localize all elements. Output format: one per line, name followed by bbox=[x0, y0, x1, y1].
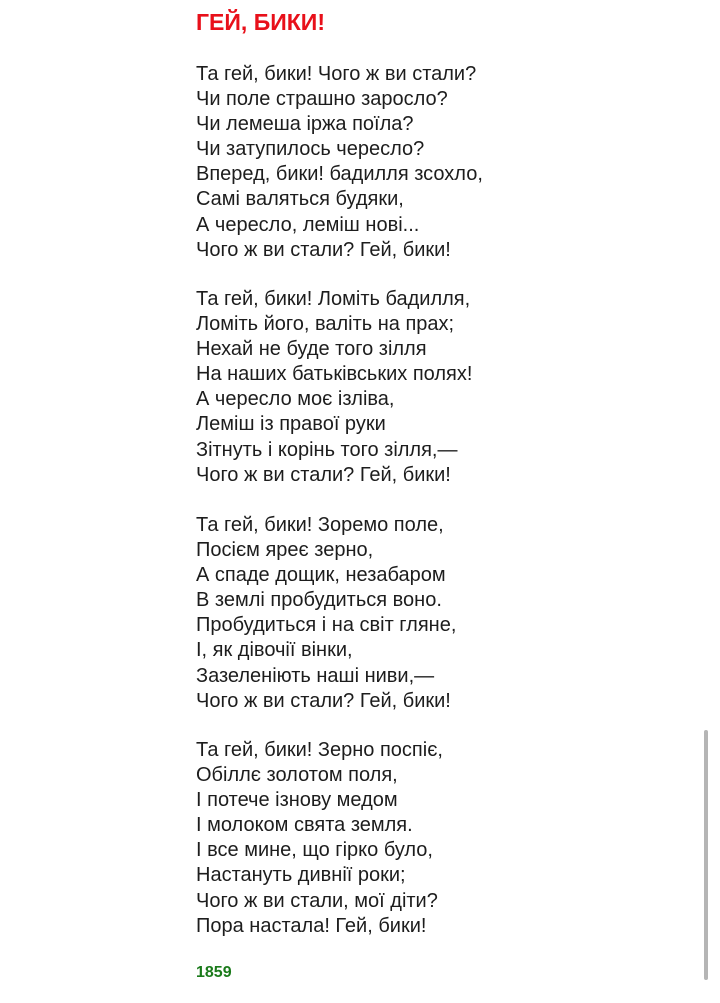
stanza-2 bbox=[196, 287, 472, 488]
poem-line: Чи лемеша іржа поїла? bbox=[196, 113, 414, 136]
poem-line: І, як дівочії вінки, bbox=[196, 639, 353, 662]
poem-line: Леміш із правої руки bbox=[196, 413, 386, 436]
poem-line: А спаде дощик, незабаром bbox=[196, 564, 446, 587]
stanza-3 bbox=[196, 513, 456, 714]
poem-line: В землі пробудиться воно. bbox=[196, 589, 442, 612]
poem-line: Нехай не буде того зілля bbox=[196, 338, 427, 361]
poem-line: Та гей, бики! Зерно поспіє, bbox=[196, 739, 443, 761]
poem-line: Чи затупилось чересло? bbox=[196, 138, 425, 161]
poem-line: Обіллє золотом поля, bbox=[196, 764, 398, 787]
poem-title: ГЕЙ, БИКИ! bbox=[196, 9, 325, 35]
poem-line: Чи поле страшно заросло? bbox=[196, 88, 448, 111]
stanza-4 bbox=[196, 738, 443, 939]
poem-line: Та гей, бики! Зоремо поле, bbox=[196, 514, 444, 536]
vertical-scrollbar[interactable] bbox=[704, 730, 708, 980]
poem-line: А чересло моє ізліва, bbox=[196, 388, 395, 411]
poem-line: Зазеленіють наші ниви,— bbox=[196, 664, 435, 687]
poem-line: Та гей, бики! Чого ж ви стали? bbox=[196, 63, 477, 85]
stanza-1 bbox=[196, 62, 483, 263]
poem-line: Чого ж ви стали? Гей, бики! bbox=[196, 238, 451, 261]
poem-line: Настануть дивнії роки; bbox=[196, 864, 406, 887]
poem-line: Пробудиться і на світ гляне, bbox=[196, 614, 457, 637]
poem-line: Ломіть його, валіть на прах; bbox=[196, 313, 455, 336]
poem-line: І молоком свята земля. bbox=[196, 814, 413, 837]
poem-line: Чого ж ви стали? Гей, бики! bbox=[196, 689, 451, 712]
poem-line: Самі валяться будяки, bbox=[196, 188, 404, 211]
poem-line: А чересло, леміш нові... bbox=[196, 213, 420, 236]
poem-line: На наших батьківських полях! bbox=[196, 363, 473, 386]
poem-line: І все мине, що гірко було, bbox=[196, 839, 433, 862]
poem-line: Чого ж ви стали? Гей, бики! bbox=[196, 463, 451, 486]
poem-line: Вперед, бики! бадилля зсохло, bbox=[196, 163, 483, 186]
poem-line: Пора настала! Гей, бики! bbox=[196, 914, 427, 937]
poem-line: І потече ізнову медом bbox=[196, 789, 398, 812]
poem-year: 1859 bbox=[196, 964, 232, 981]
poem-line: Та гей, бики! Ломіть бадилля, bbox=[196, 288, 471, 310]
poem-line: Зітнуть і корінь того зілля,— bbox=[196, 438, 458, 461]
poem-line: Чого ж ви стали, мої діти? bbox=[196, 889, 438, 912]
poem-line: Посієм яреє зерно, bbox=[196, 539, 374, 562]
